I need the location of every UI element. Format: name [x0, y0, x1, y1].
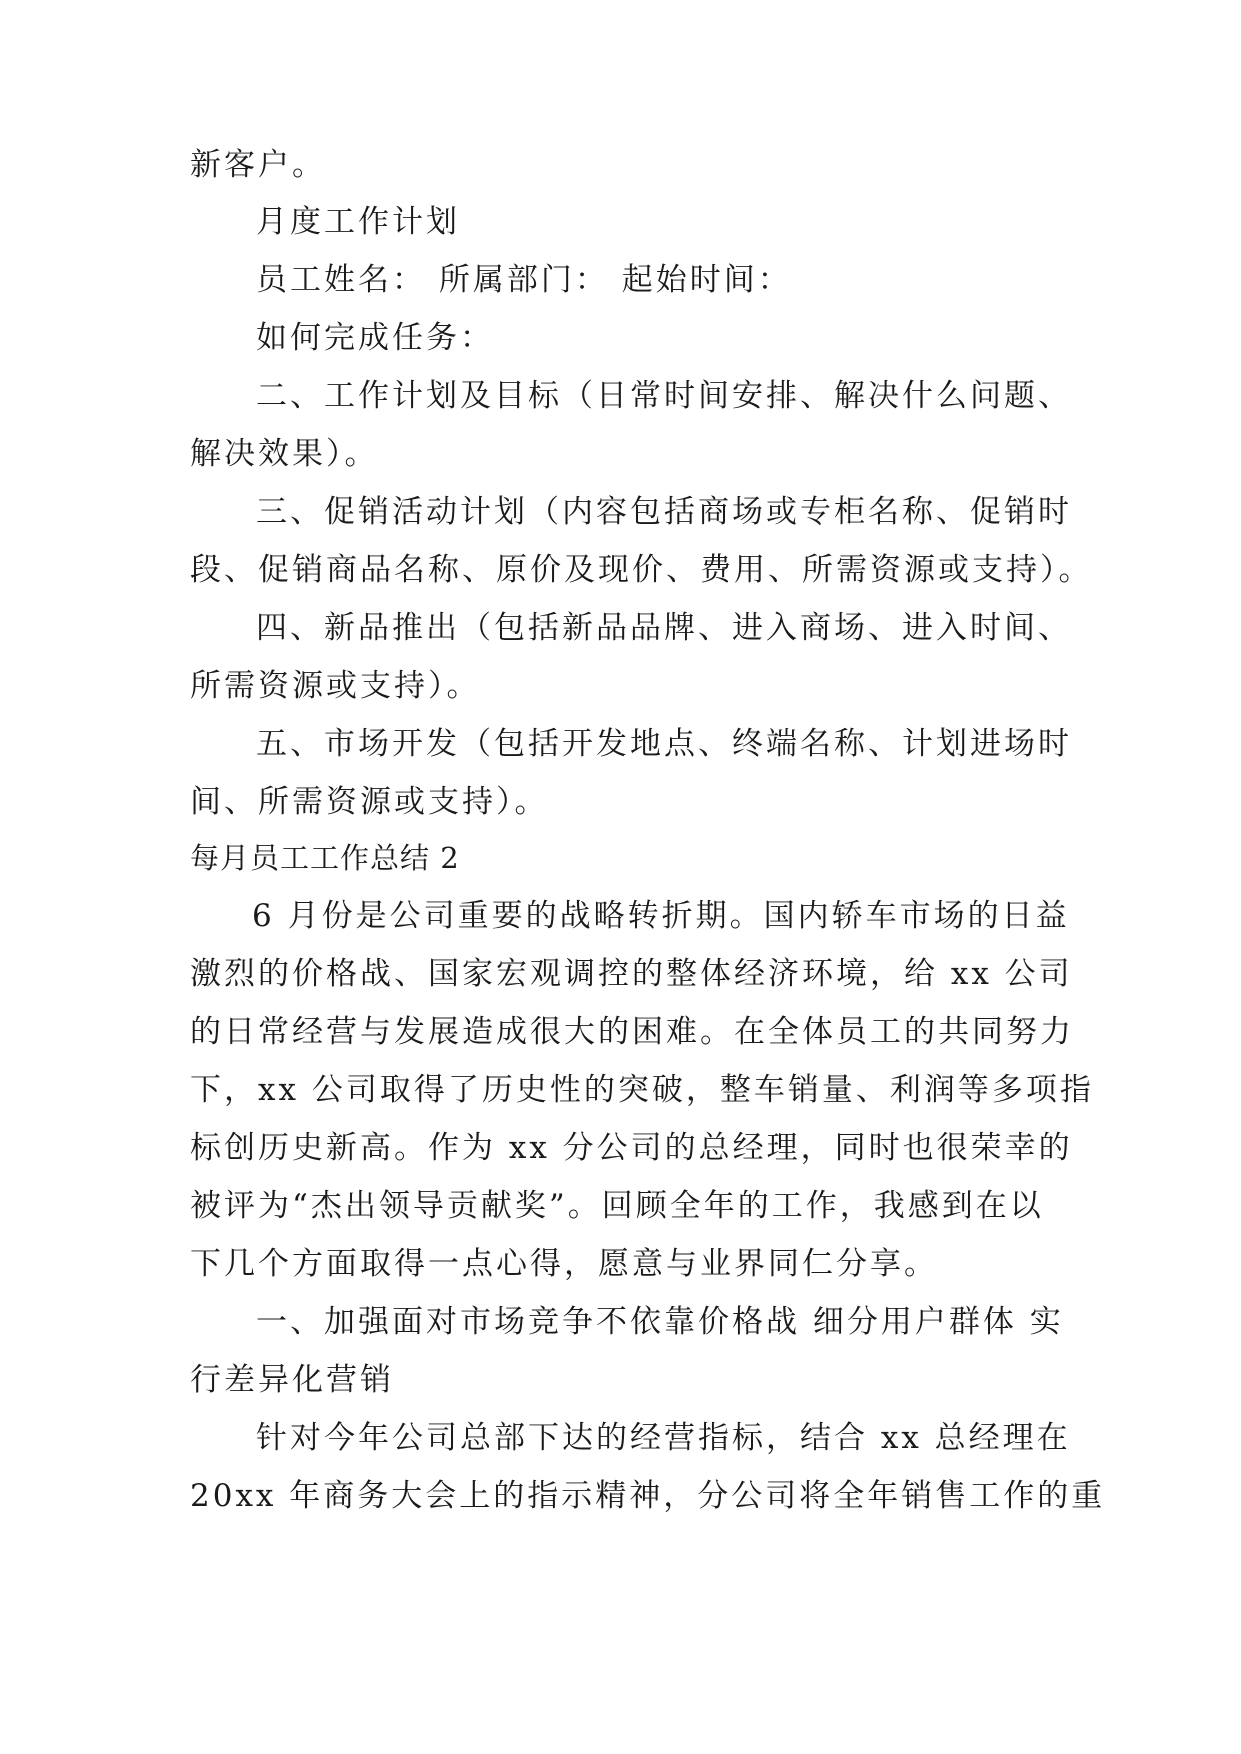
paragraph-line: 被评为“杰出领导贡献奖”。回顾全年的工作，我感到在以	[190, 1188, 1044, 1224]
paragraph-line: 针对今年公司总部下达的经营指标，结合 xx 总经理在	[256, 1420, 1071, 1456]
paragraph-line: 二、工作计划及目标（日常时间安排、解决什么问题、	[256, 378, 1072, 414]
paragraph-line: 一、加强面对市场竞争不依靠价格战 细分用户群体 实	[256, 1304, 1064, 1340]
paragraph-line: 五、市场开发（包括开发地点、终端名称、计划进场时	[256, 726, 1072, 762]
paragraph-line: 标创历史新高。作为 xx 分公司的总经理，同时也很荣幸的	[190, 1130, 1073, 1166]
paragraph-line: 20xx 年商务大会上的指示精神，分公司将全年销售工作的重	[190, 1478, 1106, 1514]
paragraph-line: 解决效果）。	[190, 436, 379, 472]
paragraph-line: 下几个方面取得一点心得，愿意与业界同仁分享。	[190, 1246, 938, 1282]
paragraph-line: 行差异化营销	[190, 1362, 394, 1398]
paragraph-line: 间、所需资源或支持）。	[190, 784, 549, 820]
paragraph-line: 段、促销商品名称、原价及现价、费用、所需资源或支持）。	[190, 552, 1093, 588]
paragraph-line: 新客户。	[190, 147, 326, 183]
paragraph-line: 四、新品推出（包括新品品牌、进入商场、进入时间、	[256, 610, 1072, 646]
paragraph-line: 6 月份是公司重要的战略转折期。国内轿车市场的日益	[252, 898, 1070, 934]
paragraph-line: 月度工作计划	[256, 204, 460, 240]
paragraph-line: 所需资源或支持）。	[190, 668, 481, 704]
paragraph-line: 激烈的价格战、国家宏观调控的整体经济环境，给 xx 公司	[190, 956, 1073, 992]
paragraph-line: 的日常经营与发展造成很大的困难。在全体员工的共同努力	[190, 1014, 1074, 1050]
paragraph-line: 如何完成任务：	[256, 320, 494, 356]
paragraph-line: 下，xx 公司取得了历史性的突破，整车销量、利润等多项指	[190, 1072, 1094, 1108]
paragraph-line: 三、促销活动计划（内容包括商场或专柜名称、促销时	[256, 494, 1072, 530]
paragraph-line: 员工姓名： 所属部门： 起始时间：	[256, 262, 792, 298]
section-heading: 每月员工工作总结 2	[190, 841, 460, 875]
